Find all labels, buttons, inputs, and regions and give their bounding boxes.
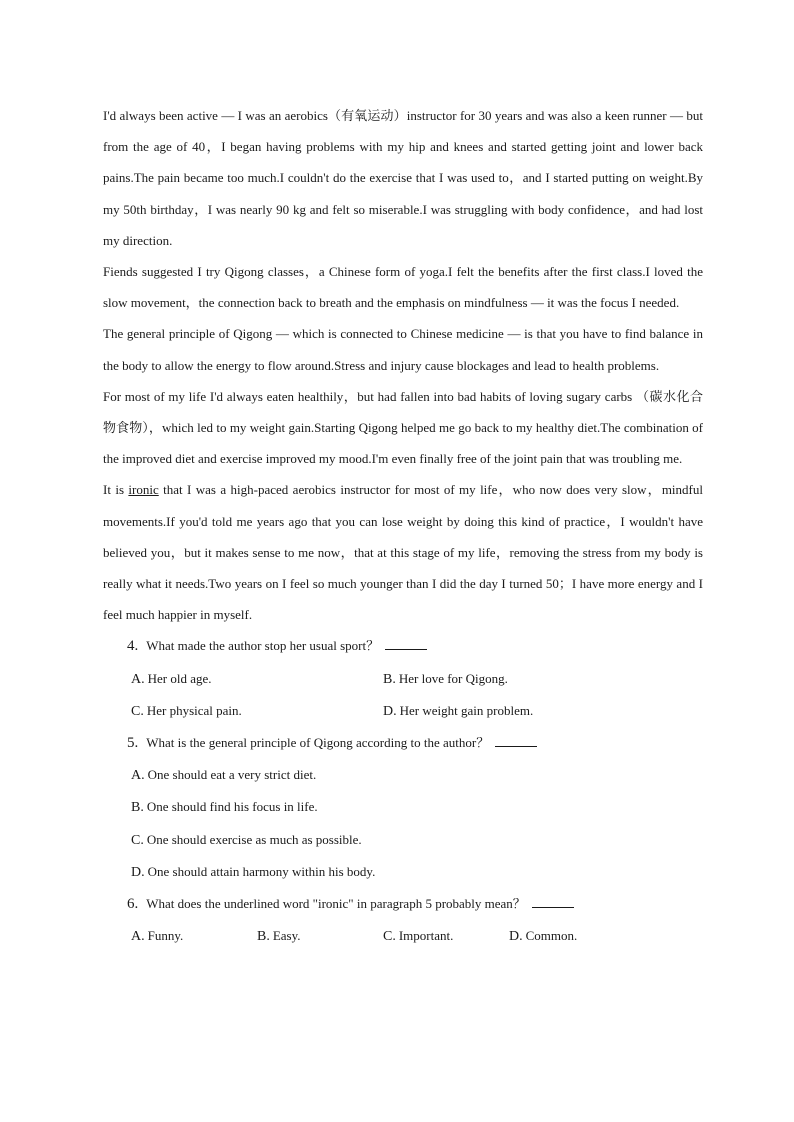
option-c[interactable]: C. Her physical pain. bbox=[131, 702, 242, 719]
question-number: 6. bbox=[127, 896, 139, 913]
option-a[interactable]: A. One should eat a very strict diet. bbox=[131, 767, 317, 784]
option-a[interactable]: A. Her old age. bbox=[131, 670, 212, 687]
question-4-options-row-2 bbox=[103, 695, 703, 727]
option-b[interactable]: B. One should find his focus in life. bbox=[131, 799, 318, 816]
option-d[interactable]: D. Her weight gain problem. bbox=[383, 702, 534, 719]
question-number: 4. bbox=[127, 638, 139, 655]
question-6 bbox=[103, 888, 703, 920]
option-a[interactable]: A. Funny. bbox=[131, 928, 184, 945]
question-text: What is the general principle of Qigong according to the author？ bbox=[146, 735, 490, 751]
paragraph-2: Fiends suggested I try Qigong classes，a Chinese form of yoga.I felt the benefits after the first class.I loved the slow movement，the connection back to breath and the emphasis on mindfulness — it was the focus I needed. bbox=[103, 264, 703, 311]
option-c[interactable]: C. Important. bbox=[383, 928, 454, 945]
question-text: What does the underlined word "ironic" in paragraph 5 probably mean？ bbox=[146, 896, 526, 912]
paragraph-1: I'd always been active — I was an aerobics（有氧运动）instructor for 30 years and was also a keen runner — but from the age of 40，I began having problems with my hip and knees and started getting joint and lower back pains.The pain became too much.I couldn't do the exercise that I was used to，and I started putting on weight.By my 50th birthday，I was nearly 90 kg and felt so miserable.I was struggling with body confidence，and had lost my direction. bbox=[103, 108, 703, 248]
question-text: What made the author stop her usual sport？ bbox=[146, 638, 380, 654]
paragraph-5 bbox=[103, 474, 703, 630]
answer-blank[interactable] bbox=[495, 734, 537, 747]
paragraph-4: For most of my life I'd always eaten healthily，but had fallen into bad habits of loving sugary carbs （碳水化合物食物），which led to my weight gain.Starting Qigong helped me go back to my healthy diet.The combination of the improved diet and exercise improved my mood.I'm even finally free of the joint pain that was troubling me. bbox=[103, 388, 703, 467]
reading-passage bbox=[103, 100, 703, 952]
answer-blank[interactable] bbox=[385, 637, 427, 650]
question-5 bbox=[103, 727, 703, 759]
question-4-options-row-1 bbox=[103, 663, 703, 695]
paragraph-5-rest: that I was a high-paced aerobics instructor for most of my life，who now does very slow，mindful movements.If you'd told me years ago that you can lose weight by doing this kind of practice，I wouldn't have believed you，but it makes sense to me now，that at this stage of my life，removing the stress from my body is really what it needs.Two years on I feel so much younger than I did the day I turned 50；I have more energy and I feel much happier in myself. bbox=[103, 482, 703, 623]
underlined-word: ironic bbox=[128, 482, 159, 498]
question-6-options bbox=[103, 920, 703, 952]
question-4 bbox=[103, 630, 703, 662]
paragraph-5-start: It is bbox=[103, 482, 129, 498]
option-c[interactable]: C. One should exercise as much as possible. bbox=[131, 831, 362, 848]
option-d[interactable]: D. One should attain harmony within his body. bbox=[131, 863, 376, 880]
paragraph-3: The general principle of Qigong — which is connected to Chinese medicine — is that you have to find balance in the body to allow the energy to flow around.Stress and injury cause blockages and lead to health problems. bbox=[103, 326, 703, 373]
answer-blank[interactable] bbox=[532, 895, 574, 908]
option-d[interactable]: D. Common. bbox=[509, 928, 578, 945]
option-b[interactable]: B. Easy. bbox=[257, 928, 301, 945]
option-b[interactable]: B. Her love for Qigong. bbox=[383, 670, 508, 687]
question-number: 5. bbox=[127, 735, 139, 752]
